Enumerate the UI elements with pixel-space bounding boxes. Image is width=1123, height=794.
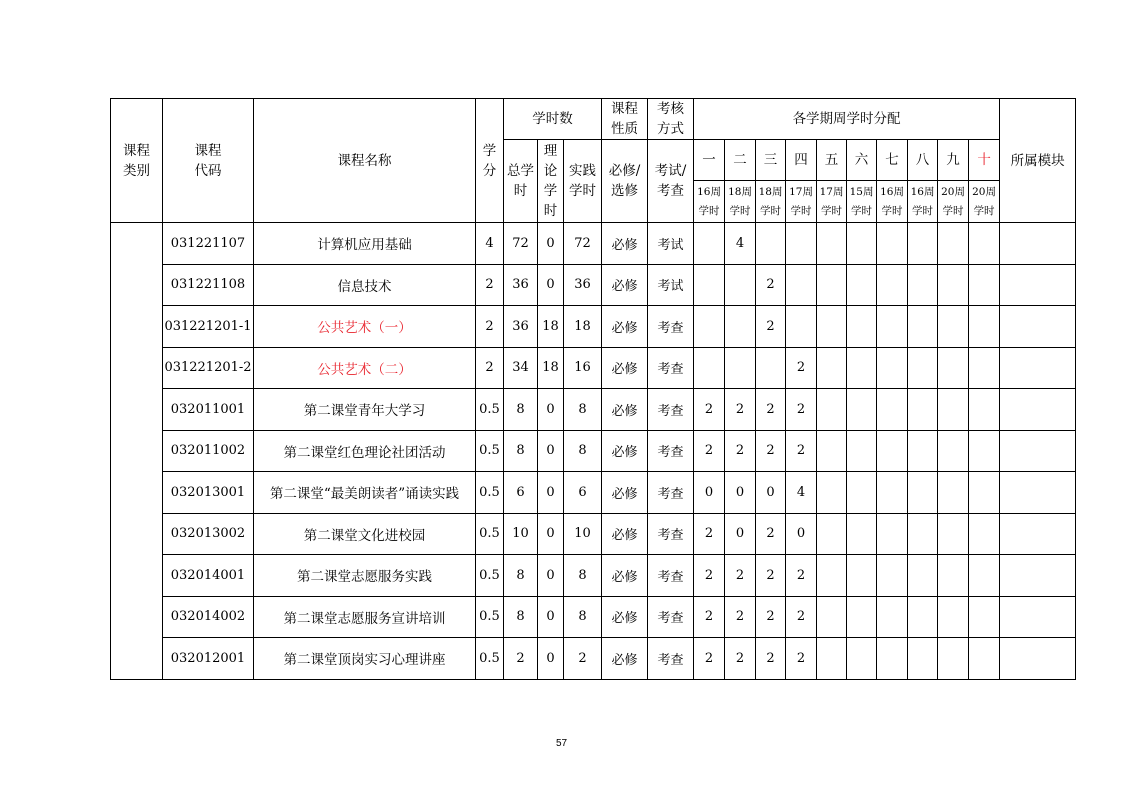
term-hours-cell: [847, 347, 877, 389]
course-name-cell: 计算机应用基础: [254, 223, 476, 265]
term-hours-cell: 2: [756, 306, 786, 348]
term-hours-cell: [938, 347, 969, 389]
course-code-cell: 032013002: [163, 513, 254, 555]
term-hours-cell: [938, 223, 969, 265]
term-hours-cell: 2: [786, 347, 817, 389]
course-name-cell: 第二课堂志愿服务宣讲培训: [254, 596, 476, 638]
term-hours-cell: [847, 596, 877, 638]
term-hours-cell: 0: [756, 472, 786, 514]
week-header: 20周学时: [969, 181, 1000, 223]
header-name: 课程名称: [254, 99, 476, 223]
module-cell: [1000, 264, 1076, 306]
table-row: [111, 347, 1076, 389]
header-category: 课程类别: [111, 99, 163, 223]
term-hours-cell: 2: [725, 638, 756, 680]
term-hours-cell: [817, 347, 847, 389]
course-name-cell: 公共艺术（一）: [254, 306, 476, 348]
credit-cell: 2: [476, 306, 504, 348]
module-cell: [1000, 389, 1076, 431]
module-cell: [1000, 638, 1076, 680]
term-header: 五: [817, 140, 847, 181]
theory-hours-cell: 0: [538, 638, 564, 680]
term-hours-cell: [817, 555, 847, 597]
term-hours-cell: [847, 306, 877, 348]
module-cell: [1000, 430, 1076, 472]
practice-hours-cell: 72: [564, 223, 602, 265]
term-hours-cell: [938, 472, 969, 514]
term-hours-cell: [817, 430, 847, 472]
header-total: 总学时: [504, 140, 538, 223]
practice-hours-cell: 8: [564, 430, 602, 472]
total-hours-cell: 8: [504, 555, 538, 597]
total-hours-cell: 72: [504, 223, 538, 265]
practice-hours-cell: 8: [564, 555, 602, 597]
course-code-cell: 032011002: [163, 430, 254, 472]
term-hours-cell: [938, 596, 969, 638]
term-hours-cell: [908, 347, 938, 389]
course-code-cell: 032012001: [163, 638, 254, 680]
total-hours-cell: 8: [504, 389, 538, 431]
theory-hours-cell: 0: [538, 596, 564, 638]
header-hours: 学时数: [504, 99, 602, 140]
header-nature-sub: 必修/选修: [602, 140, 648, 223]
credit-cell: 0.5: [476, 596, 504, 638]
table-row: [111, 472, 1076, 514]
total-hours-cell: 2: [504, 638, 538, 680]
term-hours-cell: 2: [756, 596, 786, 638]
theory-hours-cell: 18: [538, 306, 564, 348]
total-hours-cell: 6: [504, 472, 538, 514]
term-hours-cell: [817, 223, 847, 265]
term-hours-cell: 2: [786, 430, 817, 472]
term-header: 二: [725, 140, 756, 181]
module-cell: [1000, 472, 1076, 514]
table-row: [111, 638, 1076, 680]
term-hours-cell: 0: [725, 472, 756, 514]
term-hours-cell: [847, 389, 877, 431]
term-hours-cell: 2: [725, 596, 756, 638]
term-header: 七: [877, 140, 908, 181]
term-header: 六: [847, 140, 877, 181]
term-hours-cell: [908, 555, 938, 597]
term-hours-cell: 2: [725, 430, 756, 472]
table-row: [111, 513, 1076, 555]
term-hours-cell: [938, 389, 969, 431]
course-code-cell: 031221108: [163, 264, 254, 306]
term-hours-cell: [938, 513, 969, 555]
week-header: 17周学时: [817, 181, 847, 223]
practice-hours-cell: 10: [564, 513, 602, 555]
term-hours-cell: 2: [694, 638, 725, 680]
term-header: 一: [694, 140, 725, 181]
total-hours-cell: 36: [504, 264, 538, 306]
nature-cell: 必修: [602, 347, 648, 389]
term-hours-cell: [969, 264, 1000, 306]
header-code: 课程代码: [163, 99, 254, 223]
term-hours-cell: [877, 555, 908, 597]
term-hours-cell: [817, 513, 847, 555]
theory-hours-cell: 0: [538, 389, 564, 431]
term-hours-cell: [847, 430, 877, 472]
theory-hours-cell: 0: [538, 223, 564, 265]
week-header: 18周学时: [725, 181, 756, 223]
term-hours-cell: [969, 638, 1000, 680]
term-hours-cell: [817, 306, 847, 348]
nature-cell: 必修: [602, 264, 648, 306]
header-theory: 理论学时: [538, 140, 564, 223]
term-hours-cell: [756, 223, 786, 265]
term-hours-cell: [725, 264, 756, 306]
module-cell: [1000, 513, 1076, 555]
module-cell: [1000, 596, 1076, 638]
module-cell: [1000, 306, 1076, 348]
term-hours-cell: [908, 306, 938, 348]
header-nature: 课程性质: [602, 99, 648, 140]
term-hours-cell: 2: [725, 389, 756, 431]
term-header: 八: [908, 140, 938, 181]
course-name-cell: 第二课堂志愿服务实践: [254, 555, 476, 597]
course-code-cell: 031221107: [163, 223, 254, 265]
term-hours-cell: [969, 347, 1000, 389]
table-row: [111, 596, 1076, 638]
term-hours-cell: [908, 472, 938, 514]
term-hours-cell: [725, 306, 756, 348]
term-hours-cell: [938, 264, 969, 306]
term-hours-cell: [877, 347, 908, 389]
term-hours-cell: [877, 389, 908, 431]
nature-cell: 必修: [602, 389, 648, 431]
assessment-cell: 考查: [648, 430, 694, 472]
term-hours-cell: [817, 638, 847, 680]
header-assess-sub: 考试/考查: [648, 140, 694, 223]
term-hours-cell: [847, 472, 877, 514]
practice-hours-cell: 2: [564, 638, 602, 680]
term-hours-cell: [817, 472, 847, 514]
assessment-cell: 考查: [648, 347, 694, 389]
term-hours-cell: [847, 264, 877, 306]
header-module: 所属模块: [1000, 99, 1076, 223]
week-header: 16周学时: [694, 181, 725, 223]
term-hours-cell: 2: [756, 430, 786, 472]
nature-cell: 必修: [602, 596, 648, 638]
term-hours-cell: [694, 306, 725, 348]
credit-cell: 0.5: [476, 389, 504, 431]
term-header: 三: [756, 140, 786, 181]
term-hours-cell: [694, 223, 725, 265]
practice-hours-cell: 8: [564, 596, 602, 638]
week-header: 16周学时: [877, 181, 908, 223]
credit-cell: 0.5: [476, 513, 504, 555]
practice-hours-cell: 16: [564, 347, 602, 389]
term-hours-cell: 0: [786, 513, 817, 555]
credit-cell: 0.5: [476, 638, 504, 680]
header-credit: 学分: [476, 99, 504, 223]
total-hours-cell: 34: [504, 347, 538, 389]
nature-cell: 必修: [602, 306, 648, 348]
term-hours-cell: [938, 306, 969, 348]
assessment-cell: 考查: [648, 472, 694, 514]
term-hours-cell: [908, 596, 938, 638]
course-code-cell: 032013001: [163, 472, 254, 514]
practice-hours-cell: 18: [564, 306, 602, 348]
credit-cell: 2: [476, 347, 504, 389]
assessment-cell: 考查: [648, 638, 694, 680]
category-cell: [111, 223, 163, 680]
theory-hours-cell: 0: [538, 264, 564, 306]
week-header: 18周学时: [756, 181, 786, 223]
table-row: [111, 223, 1076, 265]
term-hours-cell: [817, 264, 847, 306]
course-name-cell: 第二课堂青年大学习: [254, 389, 476, 431]
term-hours-cell: [877, 430, 908, 472]
course-code-cell: 032014002: [163, 596, 254, 638]
practice-hours-cell: 36: [564, 264, 602, 306]
assessment-cell: 考查: [648, 389, 694, 431]
theory-hours-cell: 0: [538, 555, 564, 597]
term-hours-cell: 0: [694, 472, 725, 514]
total-hours-cell: 10: [504, 513, 538, 555]
credit-cell: 0.5: [476, 555, 504, 597]
term-hours-cell: [908, 223, 938, 265]
term-hours-cell: [786, 306, 817, 348]
term-hours-cell: [969, 389, 1000, 431]
term-hours-cell: [908, 430, 938, 472]
term-hours-cell: 4: [725, 223, 756, 265]
course-name-cell: 第二课堂红色理论社团活动: [254, 430, 476, 472]
term-hours-cell: [877, 596, 908, 638]
term-hours-cell: [847, 638, 877, 680]
term-hours-cell: [877, 264, 908, 306]
term-hours-cell: [969, 430, 1000, 472]
nature-cell: 必修: [602, 555, 648, 597]
table-row: [111, 430, 1076, 472]
assessment-cell: 考试: [648, 223, 694, 265]
credit-cell: 0.5: [476, 430, 504, 472]
term-hours-cell: [817, 389, 847, 431]
table-header: [111, 99, 1076, 223]
total-hours-cell: 8: [504, 430, 538, 472]
term-hours-cell: [877, 513, 908, 555]
term-hours-cell: [969, 223, 1000, 265]
term-hours-cell: 2: [694, 389, 725, 431]
module-cell: [1000, 555, 1076, 597]
term-hours-cell: 2: [756, 638, 786, 680]
nature-cell: 必修: [602, 430, 648, 472]
term-hours-cell: [877, 223, 908, 265]
module-cell: [1000, 223, 1076, 265]
term-hours-cell: [847, 223, 877, 265]
term-hours-cell: 2: [786, 555, 817, 597]
theory-hours-cell: 18: [538, 347, 564, 389]
course-name-cell: 第二课堂顶岗实习心理讲座: [254, 638, 476, 680]
term-hours-cell: [908, 264, 938, 306]
term-header: 四: [786, 140, 817, 181]
term-hours-cell: 2: [694, 555, 725, 597]
term-header: 九: [938, 140, 969, 181]
term-hours-cell: 2: [756, 264, 786, 306]
module-cell: [1000, 347, 1076, 389]
term-hours-cell: [938, 555, 969, 597]
term-hours-cell: 2: [694, 596, 725, 638]
term-hours-cell: [694, 347, 725, 389]
term-hours-cell: [908, 638, 938, 680]
table-body: [111, 223, 1076, 680]
header-assess: 考核方式: [648, 99, 694, 140]
nature-cell: 必修: [602, 472, 648, 514]
term-hours-cell: [694, 264, 725, 306]
term-hours-cell: [847, 513, 877, 555]
term-hours-cell: [877, 638, 908, 680]
course-code-cell: 032014001: [163, 555, 254, 597]
page-number: 57: [555, 738, 568, 749]
term-hours-cell: 2: [756, 389, 786, 431]
term-hours-cell: 2: [725, 555, 756, 597]
term-hours-cell: [908, 389, 938, 431]
credit-cell: 4: [476, 223, 504, 265]
theory-hours-cell: 0: [538, 430, 564, 472]
header-practice: 实践学时: [564, 140, 602, 223]
term-hours-cell: 2: [756, 513, 786, 555]
term-hours-cell: 2: [786, 596, 817, 638]
week-header: 20周学时: [938, 181, 969, 223]
term-hours-cell: [725, 347, 756, 389]
nature-cell: 必修: [602, 223, 648, 265]
course-name-cell: 公共艺术（二）: [254, 347, 476, 389]
week-header: 17周学时: [786, 181, 817, 223]
total-hours-cell: 36: [504, 306, 538, 348]
term-hours-cell: [756, 347, 786, 389]
term-hours-cell: [786, 223, 817, 265]
table-row: [111, 264, 1076, 306]
credit-cell: 0.5: [476, 472, 504, 514]
term-hours-cell: [786, 264, 817, 306]
term-hours-cell: [847, 555, 877, 597]
assessment-cell: 考查: [648, 555, 694, 597]
practice-hours-cell: 6: [564, 472, 602, 514]
term-hours-cell: [938, 430, 969, 472]
credit-cell: 2: [476, 264, 504, 306]
course-code-cell: 031221201-2: [163, 347, 254, 389]
term-header: 十: [969, 140, 1000, 181]
term-hours-cell: 0: [725, 513, 756, 555]
course-schedule-table: [110, 98, 1076, 680]
assessment-cell: 考查: [648, 596, 694, 638]
term-hours-cell: [969, 513, 1000, 555]
term-hours-cell: 2: [786, 638, 817, 680]
term-hours-cell: [969, 596, 1000, 638]
term-hours-cell: 2: [786, 389, 817, 431]
term-hours-cell: 2: [694, 513, 725, 555]
table-row: [111, 389, 1076, 431]
term-hours-cell: [877, 306, 908, 348]
assessment-cell: 考查: [648, 306, 694, 348]
week-header: 16周学时: [908, 181, 938, 223]
theory-hours-cell: 0: [538, 472, 564, 514]
assessment-cell: 考查: [648, 513, 694, 555]
total-hours-cell: 8: [504, 596, 538, 638]
term-hours-cell: [969, 472, 1000, 514]
course-name-cell: 第二课堂文化进校园: [254, 513, 476, 555]
term-hours-cell: [969, 555, 1000, 597]
course-name-cell: 信息技术: [254, 264, 476, 306]
term-hours-cell: [908, 513, 938, 555]
nature-cell: 必修: [602, 513, 648, 555]
course-code-cell: 032011001: [163, 389, 254, 431]
term-hours-cell: [877, 472, 908, 514]
term-hours-cell: [969, 306, 1000, 348]
table-row: [111, 555, 1076, 597]
table-row: [111, 306, 1076, 348]
term-hours-cell: 2: [756, 555, 786, 597]
term-hours-cell: [817, 596, 847, 638]
theory-hours-cell: 0: [538, 513, 564, 555]
header-distribution: 各学期周学时分配: [694, 99, 1000, 140]
week-header: 15周学时: [847, 181, 877, 223]
course-code-cell: 031221201-1: [163, 306, 254, 348]
term-hours-cell: 4: [786, 472, 817, 514]
term-hours-cell: 2: [694, 430, 725, 472]
practice-hours-cell: 8: [564, 389, 602, 431]
term-hours-cell: [938, 638, 969, 680]
assessment-cell: 考试: [648, 264, 694, 306]
nature-cell: 必修: [602, 638, 648, 680]
course-name-cell: 第二课堂“最美朗读者”诵读实践: [254, 472, 476, 514]
